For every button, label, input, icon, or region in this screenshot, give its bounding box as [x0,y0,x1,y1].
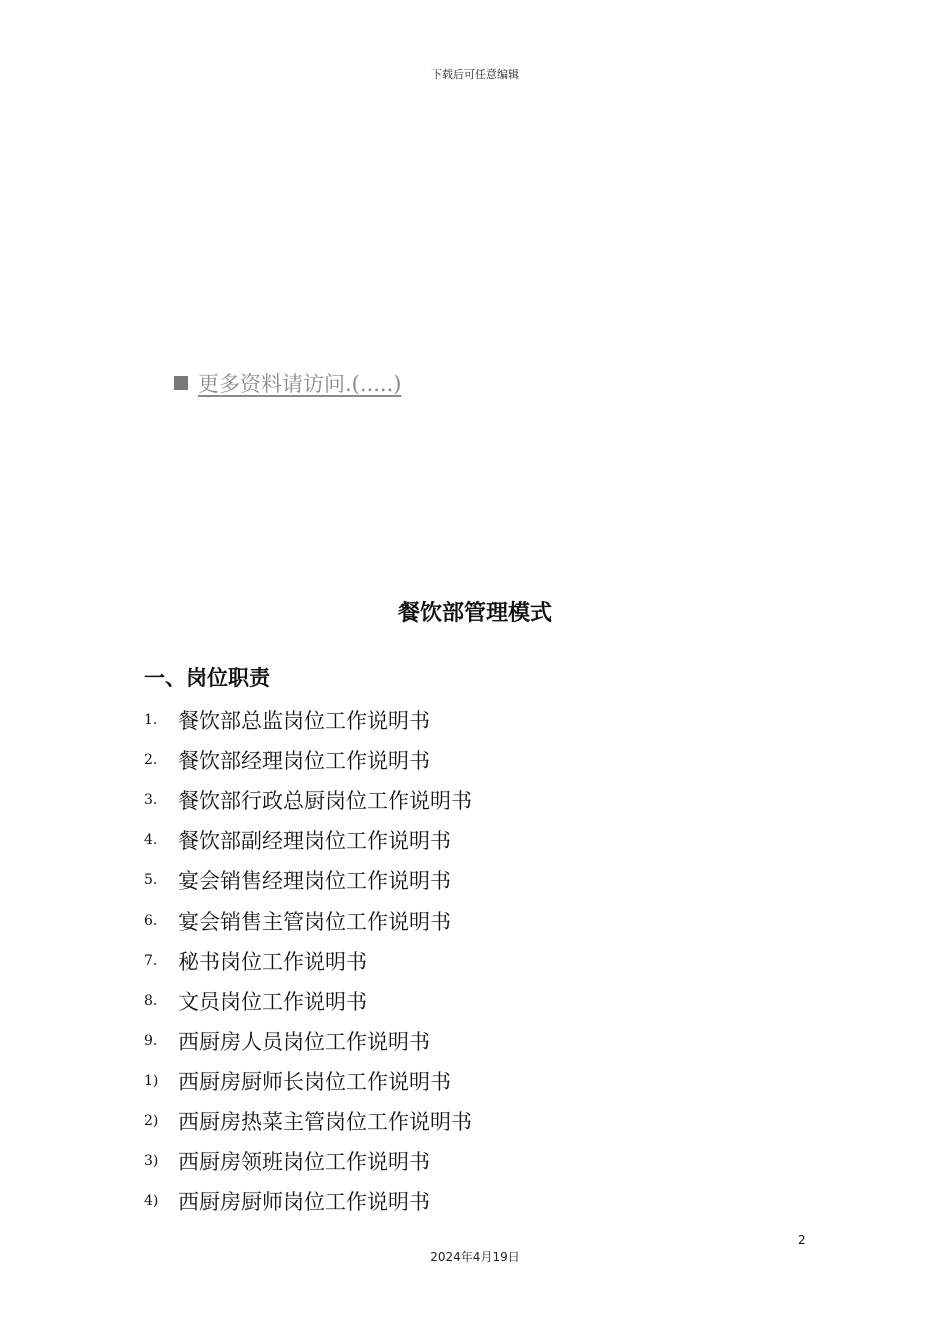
list-item-number: 1. [144,712,158,729]
list-item-label: 西厨房厨师岗位工作说明书 [178,1190,430,1215]
list-item [144,1101,472,1141]
list-item [144,1061,472,1101]
list-item-number: 6. [144,912,158,929]
list-item-label: 西厨房人员岗位工作说明书 [178,1029,430,1054]
more-info-link-line[interactable] [174,368,401,398]
section-heading: 一、岗位职责 [144,666,270,690]
list-item-number: 2. [144,752,158,769]
list-item-label: 秘书岗位工作说明书 [178,949,367,974]
document-title: 餐饮部管理模式 [397,601,552,626]
list-item-label: 餐饮部总监岗位工作说明书 [178,709,430,734]
list-item-number: 2) [144,1112,159,1129]
list-item-label: 餐饮部经理岗位工作说明书 [178,749,430,774]
list-item-number: 9. [144,1032,158,1049]
list-item-label: 宴会销售主管岗位工作说明书 [178,909,451,934]
list-item [144,900,472,940]
list-item-label: 西厨房热菜主管岗位工作说明书 [178,1109,472,1134]
list-item-label: 宴会销售经理岗位工作说明书 [178,869,451,894]
square-bullet-icon [174,376,188,390]
header-note: 下载后可任意编辑 [431,68,519,81]
list-item-number: 4) [144,1193,159,1210]
list-item-number: 7. [144,952,158,969]
list-item-number: 4. [144,832,158,849]
list-item [144,700,472,740]
list-item-label: 文员岗位工作说明书 [178,989,367,1014]
list-item [144,1181,472,1221]
list-item-number: 3) [144,1153,159,1170]
list-item-number: 3. [144,792,158,809]
list-item-label: 餐饮部行政总厨岗位工作说明书 [178,789,472,814]
list-item-label: 西厨房厨师长岗位工作说明书 [178,1069,451,1094]
list-item [144,1141,472,1181]
list-item [144,860,472,900]
list-item [144,941,472,981]
list-item [144,1021,472,1061]
list-item-label: 餐饮部副经理岗位工作说明书 [178,829,451,854]
list-item [144,780,472,820]
list-item-label: 西厨房领班岗位工作说明书 [178,1150,430,1175]
list-item-number: 1) [144,1072,159,1089]
list-item [144,740,472,780]
job-description-list [144,700,472,1221]
list-item-number: 8. [144,992,158,1009]
list-item-number: 5. [144,872,158,889]
footer-date: 2024年4月19日 [430,1250,520,1264]
more-info-link[interactable]: 更多资料请访问.(.....) [198,372,402,396]
list-item [144,820,472,860]
list-item [144,981,472,1021]
page-number: 2 [798,1233,806,1247]
